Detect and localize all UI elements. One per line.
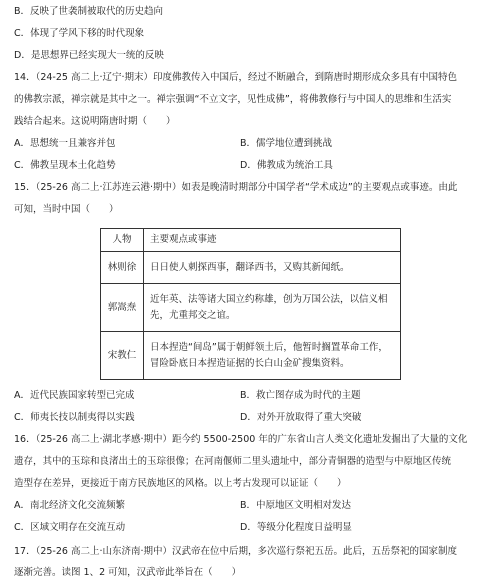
q16-stem-line-1: 16．（25-26 高二上·湖北孝感·期中）距今约 5500-2500 年的广东省山言人类文化遗址发掘出了大量的文化 (14, 434, 468, 445)
q17-stem-line-2: 逐渐完善。读图 1、2 可知，汉武帝此举旨在（ ） (14, 567, 242, 578)
q14-option-a: A．思想统一且兼容并包 (14, 138, 116, 149)
q15-option-c: C．师夷长技以制夷得以实践 (14, 412, 135, 423)
q14-stem-line-2: 的佛教宗派，禅宗就是其中之一。禅宗强调“不立文字，见性成佛”，将佛教修行与中国人的思维和生活实 (14, 94, 452, 105)
q15-option-a: A．近代民族国家转型已完成 (14, 390, 135, 401)
q16-stem-line-3: 造型存在差异，更接近于南方民族地区的风格。以上考古发现可以证证（ ） (14, 478, 347, 489)
q16-option-a: A．南北经济文化交流频繁 (14, 500, 125, 511)
table-row (101, 252, 401, 284)
table-cell-detail (144, 252, 401, 284)
q15-stem-line-2: 可知，当时中国（ ） (14, 204, 119, 215)
table-cell-person: 宋教仁 (101, 332, 144, 380)
table-cell-detail (144, 284, 401, 332)
q14-stem-line-3: 践结合起来。这说明隋唐时期（ ） (14, 116, 176, 127)
detail-line: 日日使人刺探西事，翻译西书，又购其新闻纸。 (150, 261, 350, 273)
q16-option-c: C．区域文明存在交流互动 (14, 522, 126, 533)
table-row (101, 332, 401, 380)
q17-stem-line-1: 17．（25-26 高二上·山东济南·期中）汉武帝在位中后期，多次巡行祭祀五岳。此后，五岳祭祀的国家制度 (14, 546, 458, 557)
q15-stem-line-1: 15．（25-26 高二上·江苏连云港·期中）如表是晚清时期部分中国学者“学术成边”的主要观点或事迹。由此 (14, 182, 458, 193)
detail-line: 冒险卧底日本捏造证据的长白山金矿搜集资料。 (150, 357, 350, 369)
q16-option-d: D．等级分化程度日益明显 (240, 522, 352, 533)
q13-option-d: D．是思想界已经实现大一统的反映 (14, 50, 164, 61)
detail-line: 近年英、法等诸大国立约称雄，创为万国公法，以信义相 (150, 293, 388, 305)
table-cell-person: 郭嵩焘 (101, 284, 144, 332)
table-header-detail: 主要观点或事迹 (144, 229, 401, 252)
q14-stem-line-1: 14．（24-25 高二上·辽宁·期末）印度佛教传入中国后，经过不断融合，到隋唐时期形成众多具有中国特色 (14, 72, 458, 83)
detail-line: 先，尤重邦交之谊。 (150, 309, 236, 321)
table-cell-detail (144, 332, 401, 380)
detail-line: 日本捏造“间岛”属于朝鲜领土后，他暂时搁置革命工作， (150, 341, 388, 353)
table-header-person: 人物 (101, 229, 144, 252)
table-cell-person: 林则徐 (101, 252, 144, 284)
q15-table (100, 228, 401, 380)
q16-stem-line-2: 遗存，其中的玉琮和良渚出土的玉琮很像；在河南偃师二里头遗址中，部分青铜器的造型与中原地区传统 (14, 456, 452, 467)
q15-option-b: B．救亡图存成为时代的主题 (240, 390, 361, 401)
q14-option-b: B．儒学地位遭到挑战 (240, 138, 333, 149)
table-row (101, 284, 401, 332)
q15-option-d: D．对外开放取得了重大突破 (240, 412, 362, 423)
q16-option-b: B．中原地区文明相对发达 (240, 500, 352, 511)
q13-option-c: C．体现了学风下移的时代现象 (14, 28, 145, 39)
q14-option-c: C．佛教呈现本土化趋势 (14, 160, 116, 171)
q14-option-d: D．佛教成为统治工具 (240, 160, 333, 171)
table-header-row (101, 229, 401, 252)
q13-option-b: B．反映了世袭制被取代的历史趋向 (14, 6, 164, 17)
